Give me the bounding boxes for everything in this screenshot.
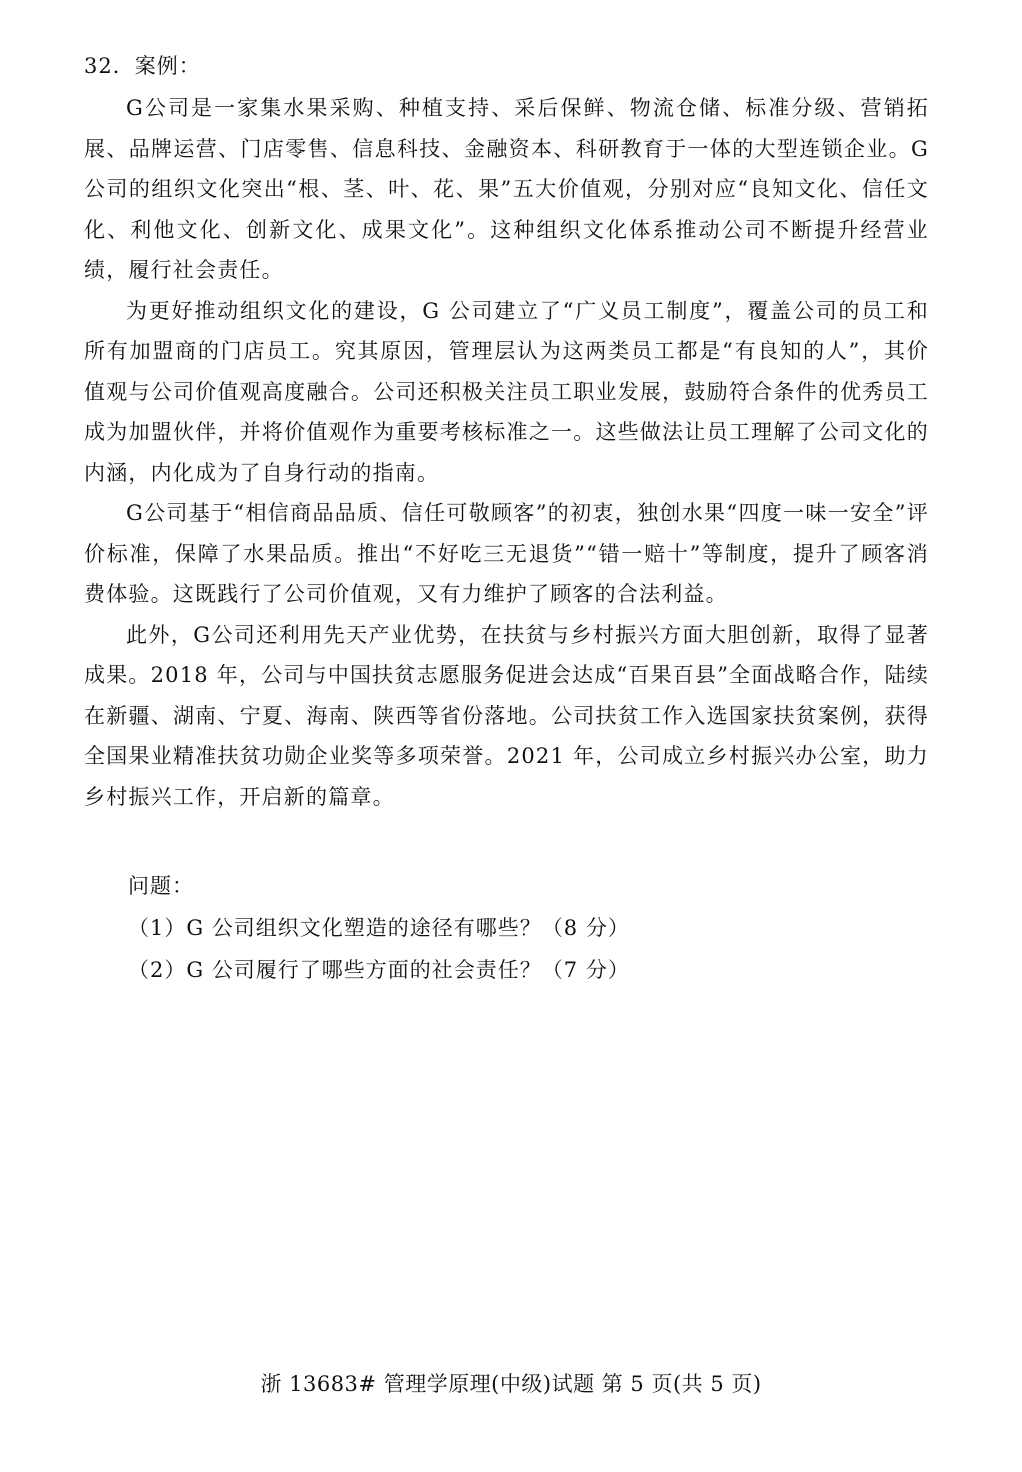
question-item-2: （2）G 公司履行了哪些方面的社会责任？（7 分） (128, 958, 630, 982)
case-paragraph-1: G公司是一家集水果采购、种植支持、采后保鲜、物流仓储、标准分级、营销拓展、品牌运营、门店零售、信息科技、金融资本、科研教育于一体的大型连锁企业。G公司的组织文化突出“根、茎、叶、花、果”五大价值观，分别对应“良知文化、信任文化、利他文化、创新文化、成果文化”。这种组织文化体系推动公司不断提升经营业绩，履行社会责任。 (84, 96, 929, 282)
case-paragraph-2: 为更好推动组织文化的建设，G 公司建立了“广义员工制度”，覆盖公司的员工和所有加盟商的门店员工。究其原因，管理层认为这两类员工都是“有良知的人”，其价值观与公司价值观高度融合。公司还积极关注员工职业发展，鼓励符合条件的优秀员工成为加盟伙伴，并将价值观作为重要考核标准之一。这些做法让员工理解了公司文化的内涵，内化成为了自身行动的指南。 (84, 298, 929, 485)
case-text (84, 88, 929, 817)
page-footer: 浙 13683# 管理学原理(中级)试题 第 5 页(共 5 页) (260, 1372, 762, 1396)
question-number-label: 32．案例： (84, 54, 201, 78)
case-paragraph-4: 此外，G公司还利用先天产业优势，在扶贫与乡村振兴方面大胆创新，取得了显著成果。2018 年，公司与中国扶贫志愿服务促进会达成“百果百县”全面战略合作，陆续在新疆、湖南、宁夏、海南、陕西等省份落地。公司扶贫工作入选国家扶贫案例，获得全国果业精准扶贫功勋企业奖等多项荣誉。2021 年，公司成立乡村振兴办公室，助力乡村振兴工作，开启新的篇章。 (84, 622, 929, 809)
question-item-1: （1）G 公司组织文化塑造的途径有哪些？（8 分） (128, 916, 630, 940)
case-paragraph-3: G公司基于“相信商品品质、信任可敬顾客”的初衷，独创水果“四度一味一安全”评价标准，保障了水果品质。推出“不好吃三无退货”“错一赔十”等制度，提升了顾客消费体验。这既践行了公司价值观，又有力维护了顾客的合法利益。 (84, 501, 929, 606)
questions-heading: 问题： (128, 874, 194, 898)
